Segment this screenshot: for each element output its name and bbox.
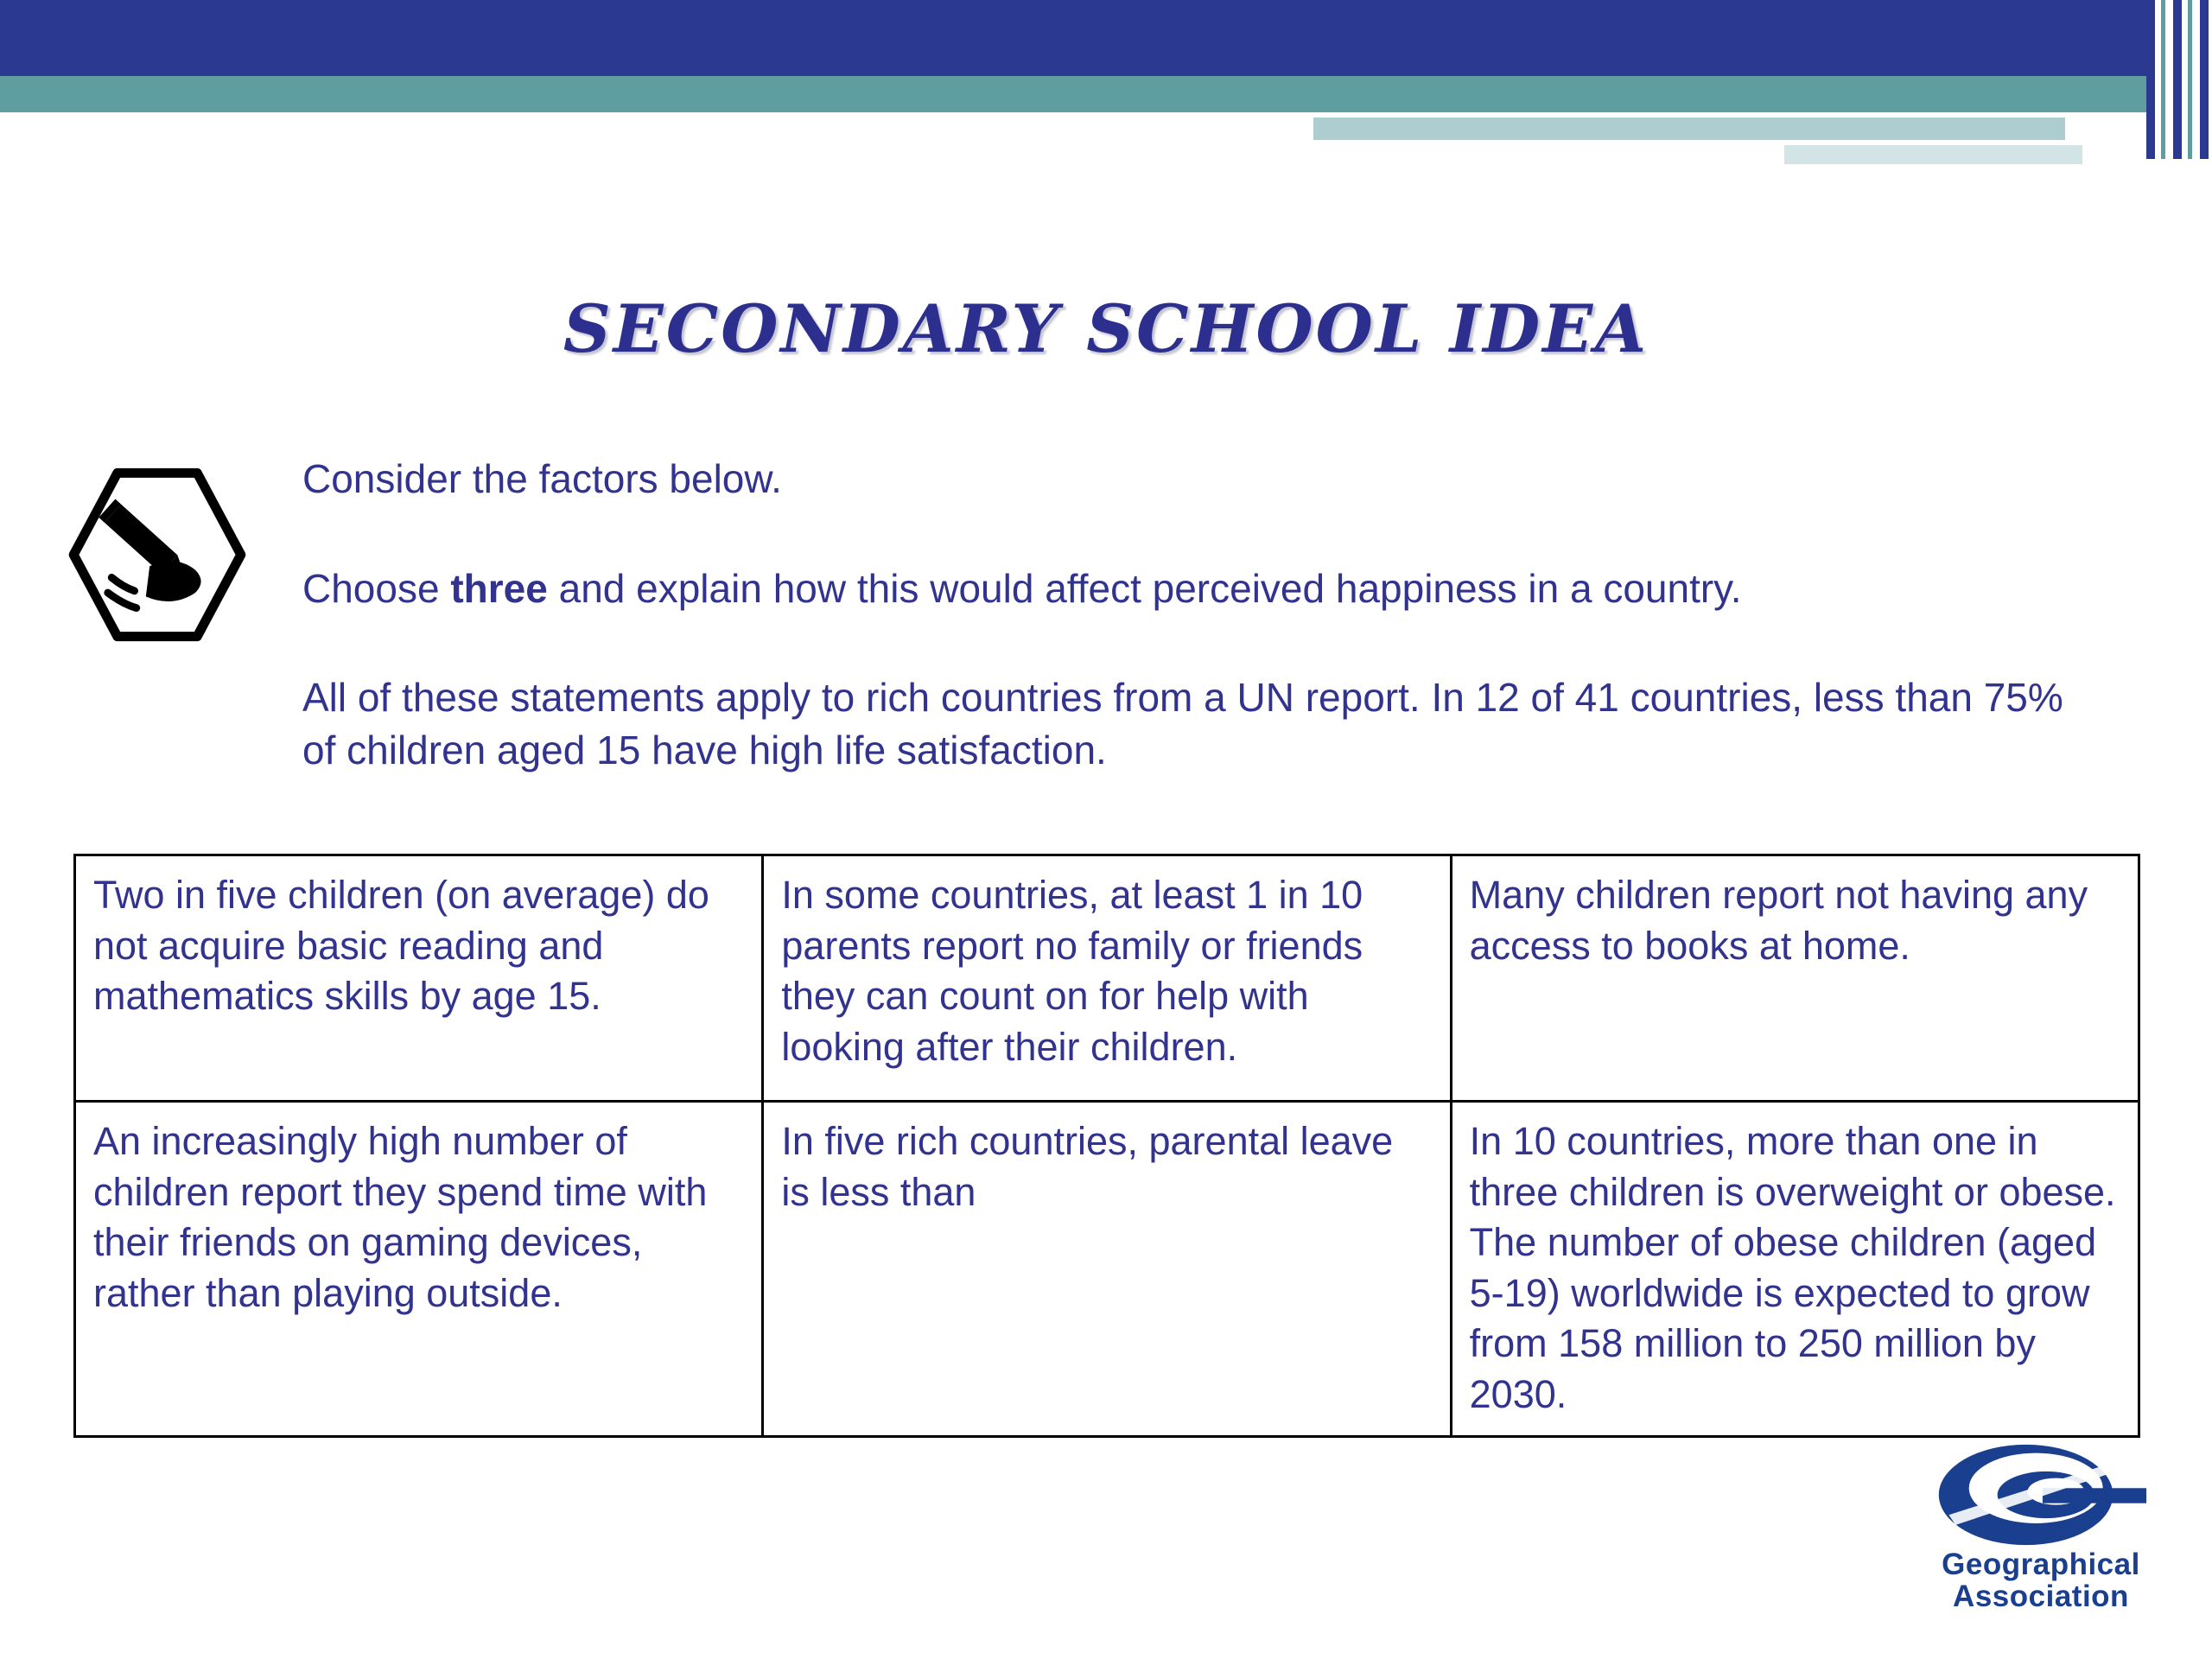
writing-hand-icon [62,460,252,650]
factors-table [73,854,2140,1438]
table-cell-r1c2: In some countries, at least 1 in 10 parents report no family or friends they can count on for help with looking after their children. [763,855,1451,1102]
table-cell-r1c1: Two in five children (on average) do not acquire basic reading and mathematics skills by age 15. [75,855,763,1102]
table-cell-r2c1: An increasingly high number of children report they spend time with their friends on gaming devices, rather than playing outside. [75,1102,763,1437]
header-teal-band [0,76,2212,112]
table-row [75,1102,2139,1437]
intro-line-2 [302,563,2100,615]
intro-line-3: All of these statements apply to rich countries from a UN report. In 12 of 41 countries, less than 75% of children aged 15 have high life satisfaction. [302,675,2063,773]
table-cell-r1c3: Many children report not having any access to books at home. [1451,855,2139,1102]
table-cell-r2c3: In 10 countries, more than one in three children is overweight or obese. The number of obese children (aged 5-19) worldwide is expected to grow from 158 million to 250 million by 2030. [1451,1102,2139,1437]
intro-line-1: Consider the factors below. [302,456,782,501]
ga-swirl-logo-icon [1932,1441,2150,1548]
logo-text [1925,1548,2157,1612]
table-cell-r2c2: In five rich countries, parental leave is less than [763,1102,1451,1437]
logo-text-line-1: Geographical [1942,1548,2140,1581]
table-row [75,855,2139,1102]
intro-text-block [302,453,2100,777]
geographical-association-logo [1925,1441,2157,1612]
header-lighter-teal-band [1784,145,2082,164]
intro-line-2-pre: Choose [302,565,451,611]
header-vertical-stripes-decoration [2146,0,2212,159]
header-navy-bar [0,0,2212,76]
intro-line-2-bold: three [450,565,548,611]
page-title: SECONDARY SCHOOL IDEA [563,290,1649,367]
logo-text-line-2: Association [1953,1580,2129,1614]
intro-line-2-post: and explain how this would affect perceived happiness in a country. [547,565,1742,611]
header-light-teal-band [1313,118,2065,140]
